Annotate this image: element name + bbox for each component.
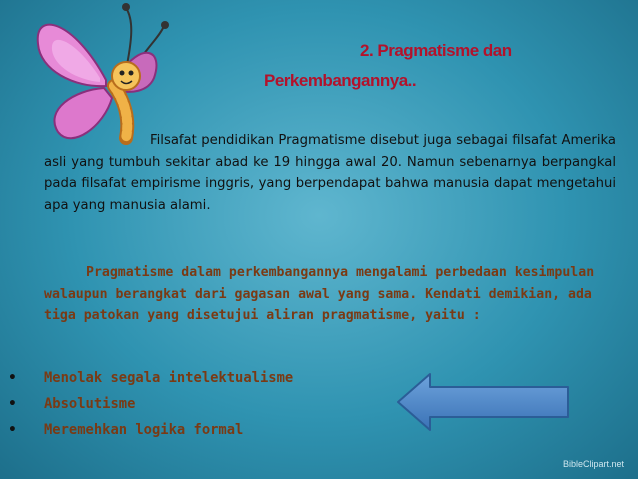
bullet-icon: • [8,422,17,438]
paragraph-2-text: Pragmatisme dalam perkembangannya mengalami perbedaan kesimpulan walaupun berangkat dari gagasan awal yang sama. Kendati demikian, ada tiga patokan yang disetujui aliran pragmatisme, yaitu : [44,265,595,323]
list-item-text: Absolutisme [44,396,136,412]
paragraph-1-text: Filsafat pendidikan Pragmatisme disebut juga sebagai filsafat Amerika asli yang tumbuh sekitar abad ke 19 hingga awal 20. Namun sebenarnya berpangkal pada filsafat empirisme inggris, yang berpendapat bahwa manusia dapat mengetahui apa yang manusia alami. [44,133,616,213]
slide-title [240,36,600,96]
bullet-icon: • [8,370,17,386]
list-item [0,391,293,417]
paragraph-filsafat [44,130,616,216]
bullet-icon: • [8,396,17,412]
list-item [0,417,293,443]
list-item [0,365,293,391]
list-item-text: Menolak segala intelektualisme [44,370,294,386]
paragraph-pragmatisme [44,262,614,327]
left-arrow-icon[interactable] [394,371,574,433]
watermark: BibleClipart.net [562,459,624,469]
title-line-2: Perkembangannya.. [264,71,417,90]
list-item-text: Meremehkan logika formal [44,422,244,438]
butterfly-icon [14,0,184,150]
patokan-list [0,365,293,443]
title-line-1: 2. Pragmatisme dan [360,41,512,60]
